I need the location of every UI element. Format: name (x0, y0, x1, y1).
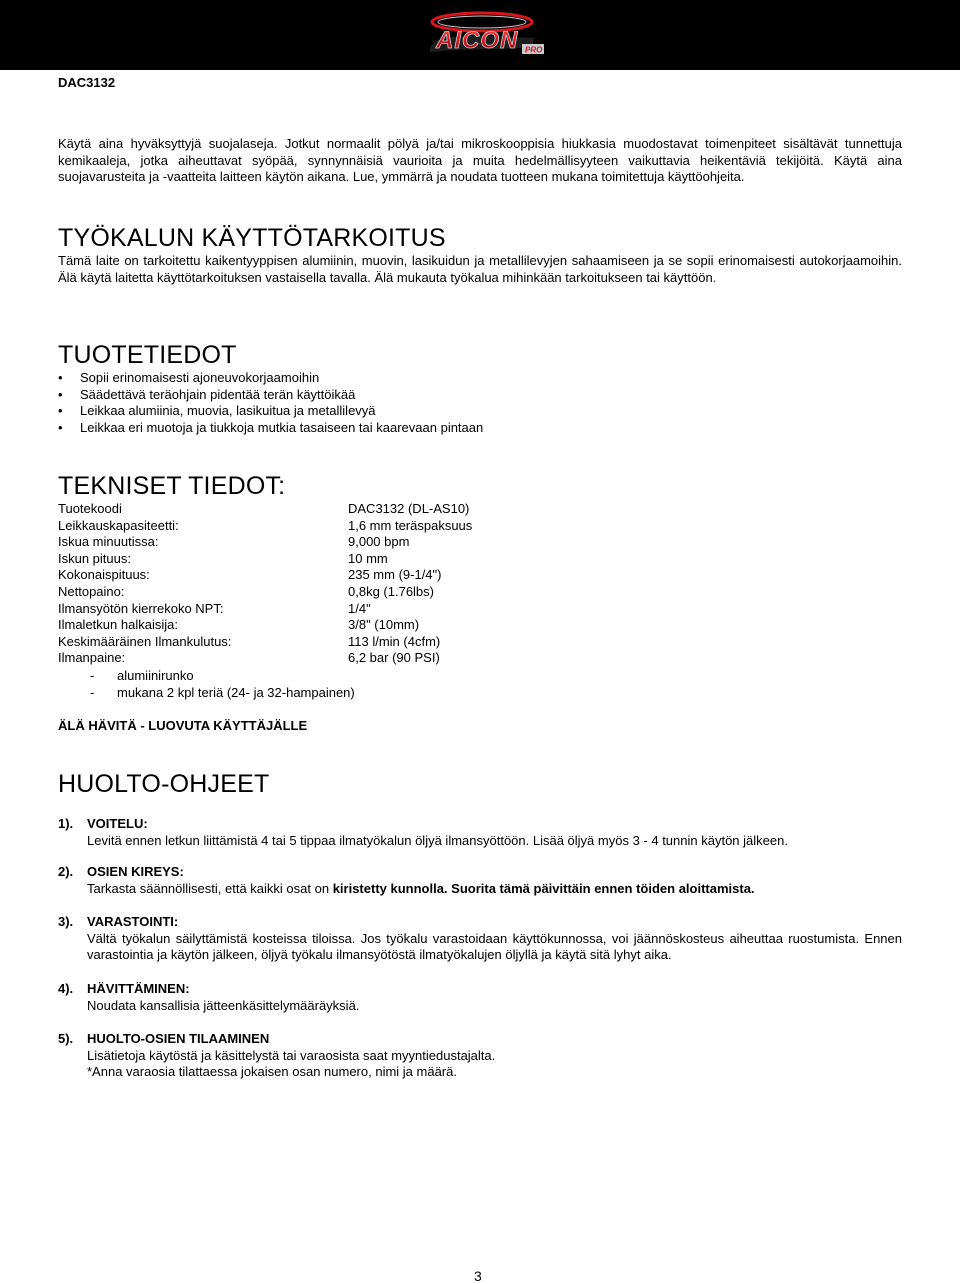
spec-row (58, 551, 472, 568)
spec-value: 113 l/min (4cfm) (348, 633, 441, 649)
safety-intro: Käytä aina hyväksyttyjä suojalaseja. Jotkut normaalit pölyä ja/tai mikroskooppisia hiukkasia muodostavat toimenpiteet sisältävät tunnettuja kemikaaleja, jotka aiheuttavat syöpää, synnynnäisiä vaurioita ja muita hedelmällisyyteen vaikuttavia heikentäviä tekijöitä. Käytä aina suojavarusteita ja -vaatteita laitteen käytön aikana. Lue, ymmärrä ja noudata tuotteen mukana toimitettuja käyttöohjeita. (58, 136, 902, 184)
list-item: - alumiinirunko (90, 668, 194, 683)
spec-row (58, 534, 472, 551)
spec-value: 3/8" (10mm) (348, 617, 420, 633)
list-item: • Leikkaa eri muotoja ja tiukkoja mutkia tasaiseen tai kaarevaan pintaan (58, 420, 483, 437)
maintenance-item (58, 864, 902, 897)
item-heading: HUOLTO-OSIEN TILAAMINEN (87, 1031, 270, 1046)
spec-label: Nettopaino: (58, 583, 125, 599)
extra-text: alumiinirunko (117, 668, 194, 683)
document-code: DAC3132 (58, 75, 116, 90)
item-text-note: *Anna varaosia tilattaessa jokaisen osan numero, nimi ja määrä. (87, 1064, 457, 1079)
spec-row (58, 584, 472, 601)
spec-value: 1/4" (348, 600, 371, 616)
item-text-plain: Tarkasta säännöllisesti, että kaikki osat on (87, 880, 333, 896)
spec-label: Kokonaispituus: (58, 567, 150, 583)
purpose-title: TYÖKALUN KÄYTTÖTARKOITUS (58, 224, 446, 252)
product-title: TUOTETIEDOT (58, 341, 237, 369)
spec-value: 0,8kg (1.76lbs) (348, 583, 434, 599)
spec-row (58, 634, 472, 651)
spec-extras (90, 668, 355, 701)
list-item: • Leikkaa alumiinia, muovia, lasikuitua ja metallilevyä (58, 403, 483, 420)
spec-value: 235 mm (9-1/4") (348, 567, 442, 583)
svg-text:AICON: AICON (436, 27, 519, 54)
maintenance-item (58, 816, 902, 849)
item-text: Lisätietoja käytöstä ja käsittelystä tai varaosista saat myyntiedustajalta. (87, 1047, 496, 1063)
spec-value: 10 mm (348, 550, 388, 566)
list-item: - mukana 2 kpl teriä (24- ja 32-hampainen) (90, 684, 355, 700)
spec-row (58, 518, 472, 535)
spec-value: 1,6 mm teräspaksuus (348, 517, 473, 533)
page-number: 3 (474, 1268, 482, 1284)
keep-manual-warning: ÄLÄ HÄVITÄ - LUOVUTA KÄYTTÄJÄLLE (58, 718, 308, 733)
item-heading: VOITELU: (87, 816, 148, 831)
spec-row (58, 501, 472, 518)
spec-row (58, 567, 472, 584)
purpose-text: Tämä laite on tarkoitettu kaikentyyppisen alumiinin, muovin, lasikuidun ja metallilevyjen sahaamiseen ja se sopii erinomaisesti autokorjaamoihin. Älä käytä laitetta käyttötarkoituksen vastaisella tavalla. Älä mukauta työkalua mihinkään tarkoitukseen tai käyttöön. (58, 253, 902, 285)
spec-label: Keskimääräinen Ilmankulutus: (58, 633, 232, 649)
spec-value: 6,2 bar (90 PSI) (348, 650, 440, 666)
item-heading: HÄVITTÄMINEN: (87, 981, 190, 996)
item-number: 5). (58, 1031, 74, 1046)
maintenance-title: HUOLTO-OHJEET (58, 770, 270, 798)
list-item: • Säädettävä teräohjain pidentää terän käyttöikää (58, 387, 483, 404)
item-heading: OSIEN KIREYS: (87, 864, 184, 879)
spec-row (58, 617, 472, 634)
list-item: • Sopii erinomaisesti ajoneuvokorjaamoihin (58, 370, 483, 387)
header-bar (0, 0, 960, 70)
spec-label: Tuotekoodi (58, 501, 122, 516)
item-number: 2). (58, 864, 74, 879)
item-text: Noudata kansallisia jätteenkäsittelymääräyksiä. (87, 997, 360, 1013)
spec-value: 9,000 bpm (348, 534, 410, 550)
item-number: 1). (58, 816, 74, 831)
item-text: Levitä ennen letkun liittämistä 4 tai 5 tippaa ilmatyökalun öljyä ilmansyöttöön. Lisää öljyä myös 3 - 4 tunnin käytön jälkeen. (87, 832, 788, 848)
item-text: Vältä työkalun säilyttämistä kosteissa tiloissa. Jos työkalu varastoidaan käyttökunnossa, voi jäännöskosteus aiheuttaa ruostumista. Ennen varastointia ja käytön jälkeen, öljyä työkalu ilmansyötöstä ilmatyökalujen öljyllä ja käytä sitä lyhyt aika. (87, 930, 902, 962)
maintenance-item (58, 914, 902, 964)
item-text-bold: kiristetty kunnolla. Suorita tämä päivittäin ennen töiden aloittamista. (332, 880, 755, 896)
spec-label: Leikkauskapasiteetti: (58, 517, 179, 533)
extra-text: mukana 2 kpl teriä (24- ja 32-hampainen) (117, 684, 355, 700)
spec-label: Ilmanpaine: (58, 650, 126, 666)
product-bullets (58, 370, 483, 436)
maintenance-item (58, 981, 902, 1014)
maintenance-item (58, 1031, 902, 1081)
item-number: 3). (58, 914, 74, 929)
spec-label: Iskua minuutissa: (58, 534, 159, 550)
spec-label: Iskun pituus: (58, 550, 131, 566)
spec-table (58, 501, 472, 667)
tech-title: TEKNISET TIEDOT: (58, 472, 286, 500)
spec-label: Ilmansyötön kierrekoko NPT: (58, 600, 224, 616)
item-text (58, 881, 902, 898)
aicon-pro-logo (424, 8, 554, 58)
spec-value: DAC3132 (DL-AS10) (348, 501, 470, 516)
svg-text:PRO: PRO (525, 45, 543, 55)
spec-label: Ilmaletkun halkaisija: (58, 617, 178, 633)
spec-row (58, 601, 472, 618)
spec-row (58, 650, 472, 667)
item-number: 4). (58, 981, 74, 996)
item-heading: VARASTOINTI: (87, 914, 179, 929)
